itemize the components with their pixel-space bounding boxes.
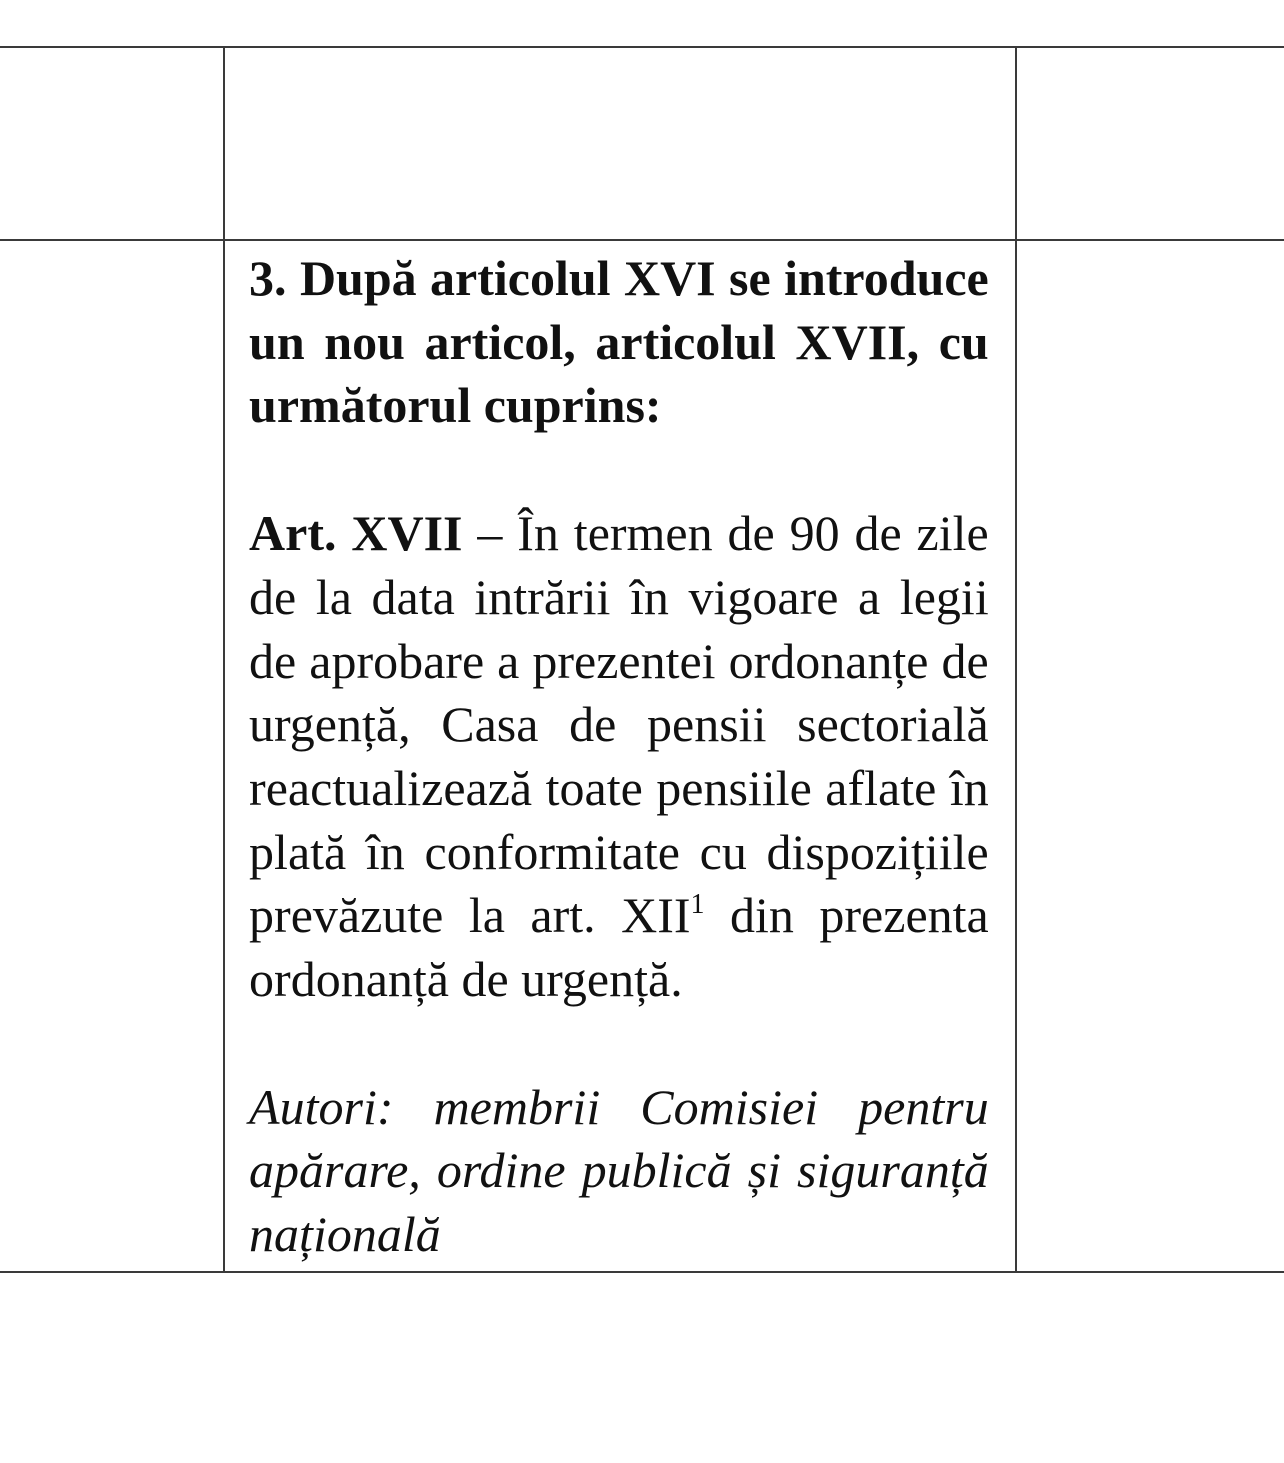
article-body-end: din prezenta ordonanță de urgență. [249, 887, 989, 1008]
table-cell-empty [0, 240, 224, 1272]
authors-note: Autori: membrii Comisiei pentru apărare, ordine publică și siguranță națională [249, 1078, 989, 1263]
table-row [0, 47, 1284, 240]
table-row [0, 240, 1284, 1272]
table-cell-empty [224, 47, 1016, 240]
article-label: Art. XVII [249, 505, 463, 562]
article-body: – În termen de 90 de zile de la data intrării în vigoare a legii de aprobare a prezentei ordonanțe de urgență, Casa de pensii sectorială reactualizează toate pensiile aflate în plată în conformitate cu dispozițiile prevăzute la art. XII [249, 505, 989, 944]
table-cell-empty [0, 47, 224, 240]
table-cell-empty [1016, 47, 1284, 240]
article-paragraph [249, 502, 989, 1012]
table-cell-empty [1016, 240, 1284, 1272]
amendment-text [225, 241, 1015, 1271]
article-superscript: 1 [690, 888, 705, 920]
amendments-table [0, 46, 1284, 1273]
amendment-cell [224, 240, 1016, 1272]
amendment-heading: 3. După articolul XVI se introduce un nou articol, articolul XVII, cu următorul cuprins: [249, 250, 989, 434]
